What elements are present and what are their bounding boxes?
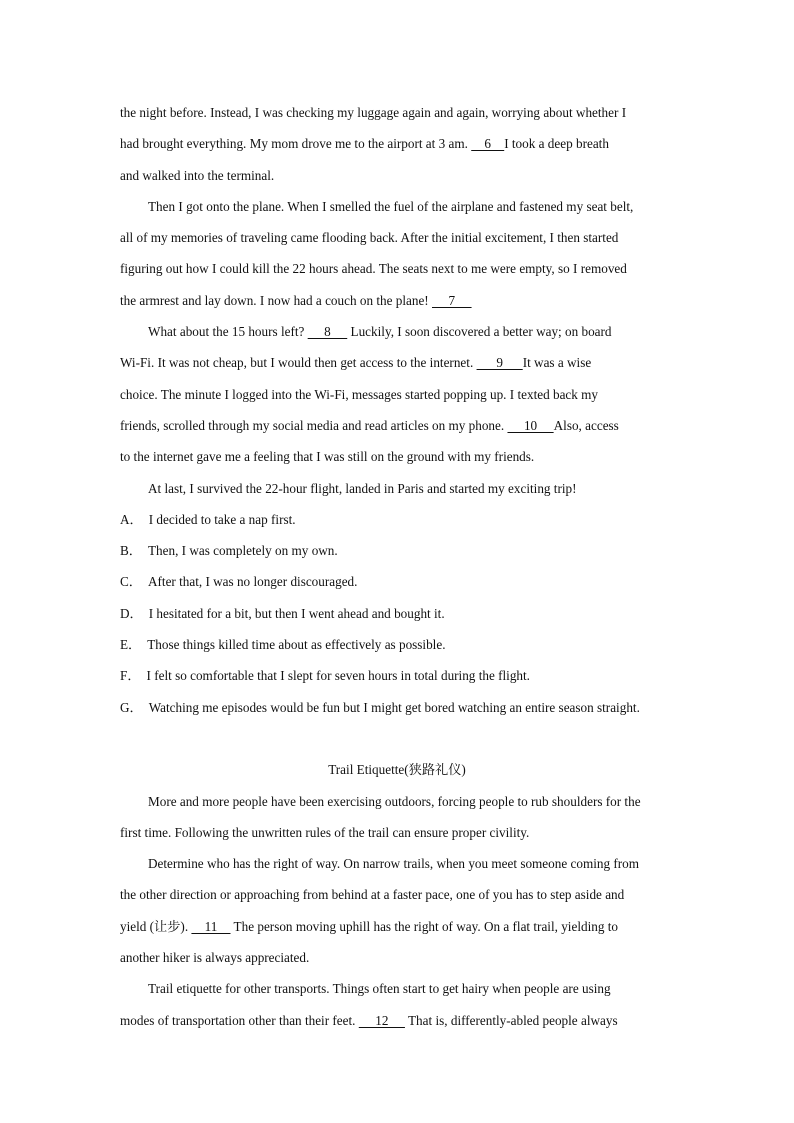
option-g[interactable] [120,692,674,723]
option-letter: A． [120,511,143,527]
option-text: I felt so comfortable that I slept for seven hours in total during the flight. [146,668,530,684]
passage1-line [120,441,674,472]
passage1-line [120,222,674,253]
text-run: What about the 15 hours left? [148,324,308,340]
option-letter: B． [120,543,142,559]
text-run: yield (让步). [120,918,192,934]
passage2-line [120,1005,674,1036]
text-run: the other direction or approaching from behind at a faster pace, one of you has to step aside and [120,887,625,903]
passage2-line [120,848,674,879]
text-run: Determine who has the right of way. On narrow trails, when you meet someone coming from [148,856,639,872]
text-run: figuring out how I could kill the 22 hours ahead. The seats next to me were empty, so I removed [120,261,627,277]
passage1-line [120,191,674,222]
answer-blank-6[interactable]: 6 [471,136,505,152]
passage1-line [120,347,674,378]
option-letter: C． [120,574,142,590]
option-letter: D． [120,605,143,621]
text-run: had brought everything. My mom drove me to the airport at 3 am. [120,136,472,152]
text-run: choice. The minute I logged into the Wi-Fi, messages started popping up. I texted back my [120,386,599,402]
text-run: Also, access [553,417,619,433]
text-run: At last, I survived the 22-hour flight, landed in Paris and started my exciting trip! [148,480,577,496]
text-run: and walked into the terminal. [120,167,275,183]
answer-blank-8[interactable]: 8 [307,324,348,340]
answer-blank-7[interactable]: 7 [432,292,472,308]
passage1-line [120,160,674,191]
option-c[interactable] [120,566,674,597]
section-spacer [120,723,674,754]
text-run: modes of transportation other than their feet. [120,1012,359,1028]
option-letter: E． [120,637,142,653]
passage1-line [120,97,674,128]
text-run: to the internet gave me a feeling that I was still on the ground with my friends. [120,449,535,465]
text-run: The person moving uphill has the right of way. On a flat trail, yielding to [230,918,618,934]
option-letter: F． [120,668,141,684]
option-e[interactable] [120,629,674,660]
answer-blank-10[interactable]: 10 [507,417,554,433]
text-run: Wi-Fi. It was not cheap, but I would then get access to the internet. [120,355,477,371]
passage1-line [120,128,674,159]
passage1-line [120,473,674,504]
text-run: More and more people have been exercising outdoors, forcing people to rub shoulders for the [148,793,641,809]
passage1-line [120,285,674,316]
passage2-line [120,817,674,848]
text-run: I took a deep breath [504,136,609,152]
document-page [120,97,674,1036]
option-a[interactable] [120,504,674,535]
answer-blank-9[interactable]: 9 [476,355,523,371]
answer-blank-12[interactable]: 12 [358,1012,405,1028]
text-run: Trail etiquette for other transports. Things often start to get hairy when people are using [148,981,611,997]
text-run: the armrest and lay down. I now had a couch on the plane! [120,292,432,308]
option-f[interactable] [120,660,674,691]
option-letter: G． [120,699,143,715]
passage1-line [120,253,674,284]
option-text: I decided to take a nap first. [148,511,296,527]
answer-blank-11[interactable]: 11 [191,918,231,934]
passage1-line [120,410,674,441]
passage2-line [120,911,674,942]
option-text: Those things killed time about as effectively as possible. [147,637,446,653]
passage2-line [120,879,674,910]
text-run: Luckily, I soon discovered a better way; on board [347,324,612,340]
passage2-line [120,786,674,817]
text-run: another hiker is always appreciated. [120,950,310,966]
option-text: Watching me episodes would be fun but I might get bored watching an entire season straight. [148,699,640,715]
passage1-line [120,316,674,347]
text-run: friends, scrolled through my social media and read articles on my phone. [120,417,508,433]
text-run: It was a wise [522,355,592,371]
text-run: first time. Following the unwritten rules of the trail can ensure proper civility. [120,824,530,840]
option-text: After that, I was no longer discouraged. [147,574,358,590]
text-run: the night before. Instead, I was checking my luggage again and again, worrying about whether I [120,105,627,120]
option-b[interactable] [120,535,674,566]
option-text: I hesitated for a bit, but then I went ahead and bought it. [148,605,445,621]
passage2-line [120,942,674,973]
option-text: Then, I was completely on my own. [147,543,338,559]
passage2-line [120,973,674,1004]
passage1-line [120,379,674,410]
text-run: That is, differently-abled people always [404,1012,618,1028]
passage2-title: Trail Etiquette(狭路礼仪) [328,762,466,778]
option-d[interactable] [120,598,674,629]
text-run: all of my memories of traveling came flooding back. After the initial excitement, I then started [120,230,619,246]
text-run: Then I got onto the plane. When I smelled the fuel of the airplane and fastened my seat belt, [148,198,634,214]
